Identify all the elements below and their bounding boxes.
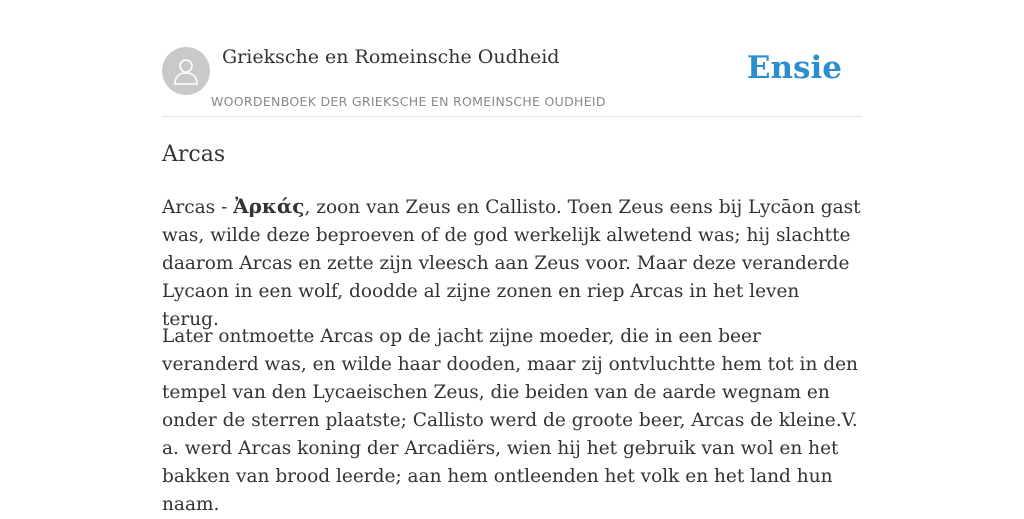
- paragraph-body: , zoon van Zeus en Callisto. Toen Zeus eens bij Lycāon gast was, wilde deze beproeven of de god werkelijk alwetend was; hij slachtte daarom Arcas en zette zijn vleesch aan Zeus voor. Maar deze veranderde Lycaon in een wolf, doodde al zijne zonen en riep Arcas in het leven terug.: [162, 197, 861, 330]
- site-title[interactable]: Grieksche en Romeinsche Oudheid: [222, 46, 560, 68]
- article-paragraph-2: Later ontmoette Arcas op de jacht zijne moeder, die in een beer veranderd was, en wilde haar dooden, maar zij ontvluchtte hem tot in den tempel van den Lycaeischen Zeus, die beiden van de aarde wegnam en onder de sterren plaatste; Callisto werd de groote beer, Arcas de kleine.V. a. werd Arcas koning der Arcadiërs, wien hij het gebruik van wol en het bakken van brood leerde; aan hem ontleenden het volk en het land hun naam.: [162, 326, 858, 515]
- article-paragraph-1: [162, 192, 862, 334]
- header: [162, 0, 862, 117]
- dictionary-subtitle[interactable]: WOORDENBOEK DER GRIEKSCHE EN ROMEINSCHE OUDHEID: [211, 94, 606, 109]
- brand-logo[interactable]: Ensie: [746, 50, 842, 86]
- article: [162, 139, 862, 515]
- greek-term: Ἀρκάς: [233, 194, 305, 218]
- user-icon: [173, 57, 199, 85]
- avatar[interactable]: [162, 47, 210, 95]
- page-title: Arcas: [162, 142, 226, 167]
- paragraph-prefix: Arcas -: [162, 197, 234, 218]
